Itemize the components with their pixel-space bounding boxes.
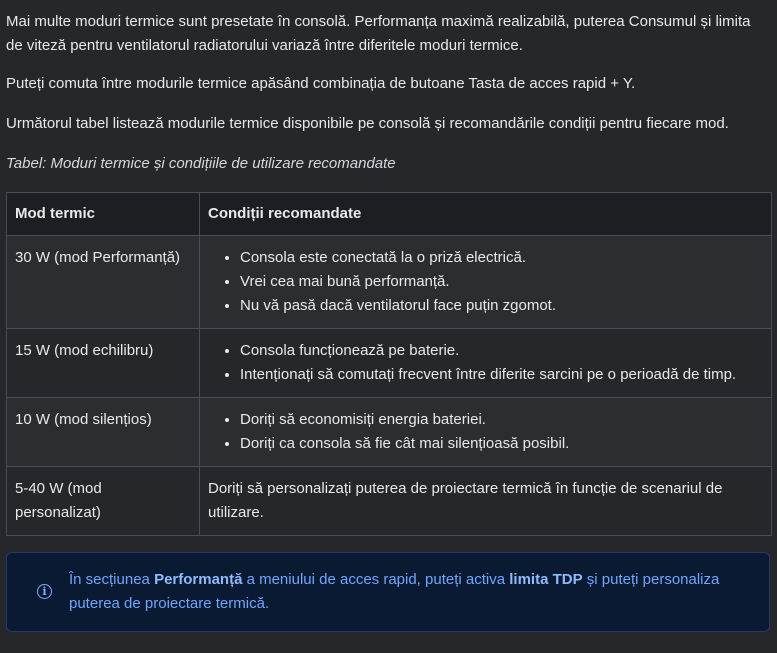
intro-paragraph-3: Următorul tabel listează modurile termice disponibile pe consolă și recomandările condiții pentru fiecare mod. bbox=[6, 115, 729, 132]
conditions-cell bbox=[200, 398, 772, 467]
info-note bbox=[6, 552, 770, 632]
table-row bbox=[7, 329, 772, 398]
header-thermal-mode: Mod termic bbox=[7, 193, 200, 236]
mode-cell: 5-40 W (mod personalizat) bbox=[7, 467, 200, 536]
intro-paragraph-2: Puteți comuta între modurile termice apăsând combinația de butoane Tasta de acces rapid + Y. bbox=[6, 75, 636, 92]
info-icon: i bbox=[37, 584, 52, 599]
table-row bbox=[7, 236, 772, 329]
conditions-cell bbox=[200, 329, 772, 398]
table-row bbox=[7, 467, 772, 536]
table-header-row bbox=[7, 193, 772, 236]
list-item: • Consola este conectată la o priză electrică. bbox=[240, 246, 763, 270]
note-text bbox=[69, 568, 745, 616]
thermal-modes-table bbox=[6, 192, 772, 536]
note-text-part: și puteți personaliza puterea de proiectare termică. bbox=[69, 571, 720, 612]
note-text-part: a meniului de acces rapid, puteți activa bbox=[242, 571, 510, 588]
list-item: • Doriți ca consola să fie cât mai silențioasă posibil. bbox=[240, 432, 763, 456]
performance-link[interactable]: Performanță bbox=[154, 571, 243, 588]
conditions-cell: Doriți să personalizați puterea de proiectare termică în funcție de scenariul de utilizare. bbox=[200, 467, 772, 536]
tdp-limit-link[interactable]: limita TDP bbox=[509, 571, 583, 588]
list-item: • Doriți să economisiți energia bateriei. bbox=[240, 408, 763, 432]
conditions-list bbox=[208, 246, 763, 318]
list-item: • Vrei cea mai bună performanță. bbox=[240, 270, 763, 294]
list-item: • Nu vă pasă dacă ventilatorul face puțin zgomot. bbox=[240, 294, 763, 318]
mode-cell: 15 W (mod echilibru) bbox=[7, 329, 200, 398]
mode-cell: 10 W (mod silențios) bbox=[7, 398, 200, 467]
mode-cell: 30 W (mod Performanță) bbox=[7, 236, 200, 329]
table-caption: Tabel: Moduri termice și condițiile de utilizare recomandate bbox=[6, 155, 396, 172]
conditions-list bbox=[208, 339, 763, 387]
table-row bbox=[7, 398, 772, 467]
list-item: • Intenționați să comutați frecvent între diferite sarcini pe o perioadă de timp. bbox=[240, 363, 763, 387]
list-item: • Consola funcționează pe baterie. bbox=[240, 339, 763, 363]
conditions-cell bbox=[200, 236, 772, 329]
header-recommended-conditions: Condiții recomandate bbox=[200, 193, 772, 236]
conditions-list bbox=[208, 408, 763, 456]
note-text-part: În secțiunea bbox=[69, 571, 155, 588]
intro-paragraph-1: Mai multe moduri termice sunt presetate în consolă. Performanța maximă realizabilă, puterea Consumul și limita de viteză pentru ventilatorul radiatorului variază între diferitele moduri termice. bbox=[6, 13, 751, 54]
